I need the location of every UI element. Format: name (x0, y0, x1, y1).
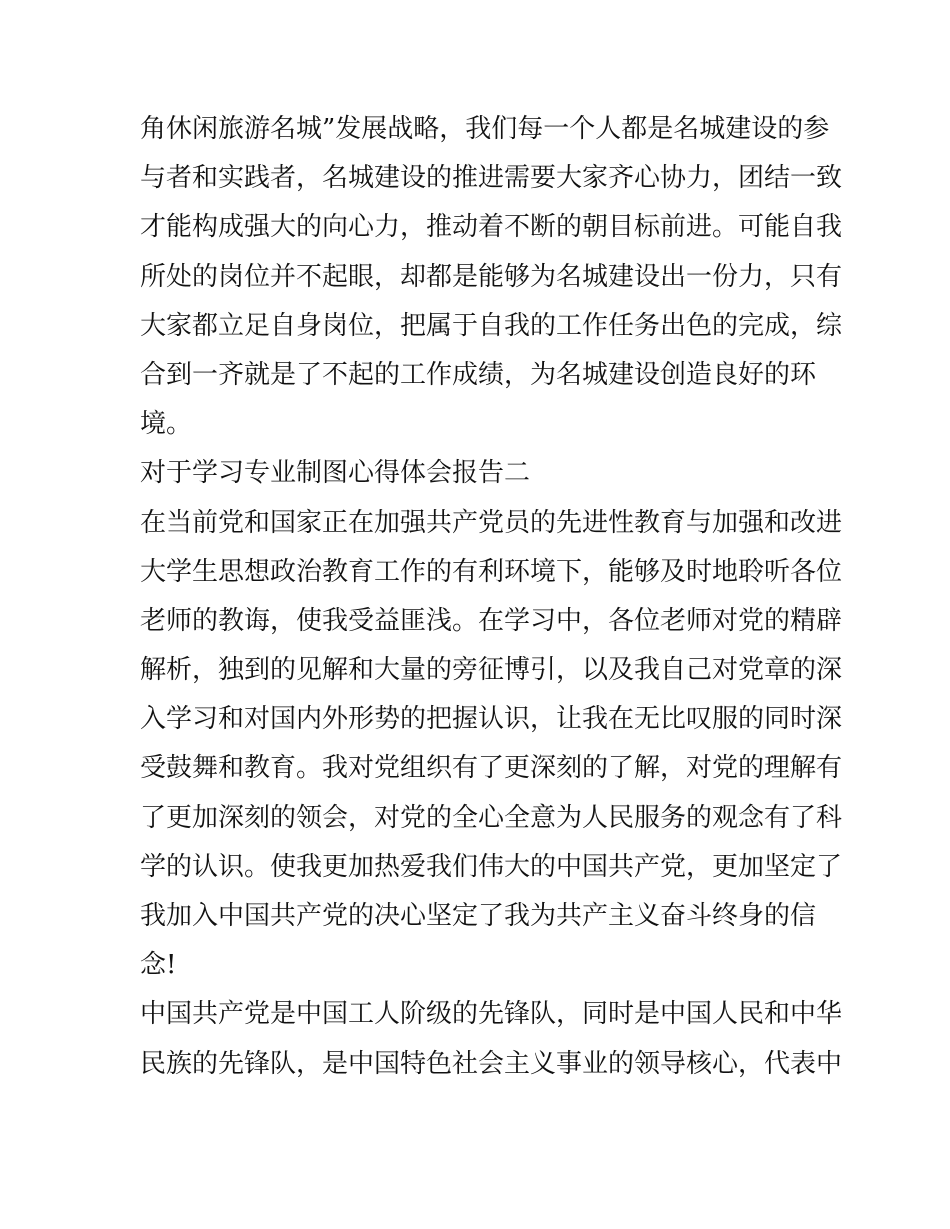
paragraph-line: 老师的教诲，使我受益匪浅。在学习中，各位老师对党的精辟 (140, 605, 843, 636)
paragraph-line: 入学习和对国内外形势的把握认识，让我在无比叹服的同时深 (140, 704, 843, 735)
document-body (140, 105, 843, 1089)
paragraph-line: 我加入中国共产党的决心坚定了我为共产主义奋斗终身的信 (140, 901, 817, 931)
paragraph-line: 念! (140, 950, 177, 981)
paragraph-line: 在当前党和国家正在加强共产党员的先进性教育与加强和改进 (140, 507, 843, 538)
paragraph-line: 合到一齐就是了不起的工作成绩，为名城建设创造良好的环 (140, 359, 817, 390)
paragraph-line: 大学生思想政治教育工作的有利环境下，能够及时地聆听各位 (140, 556, 843, 587)
paragraph-line: 中国共产党是中国工人阶级的先锋队，同时是中国人民和中华 (140, 999, 843, 1030)
section-heading: 对于学习专业制图心得体会报告二 (140, 458, 531, 489)
paragraph-line: 境。 (140, 409, 193, 440)
paragraph-line: 了更加深刻的领会，对党的全心全意为人民服务的观念有了科 (140, 802, 843, 833)
paragraph-line: 受鼓舞和教育。我对党组织有了更深刻的了解，对党的理解有 (140, 753, 843, 784)
paragraph-line: 学的认识。使我更加热爱我们伟大的中国共产党，更加坚定了 (140, 851, 843, 882)
paragraph-line: 所处的岗位并不起眼，却都是能够为名城建设出一份力，只有 (140, 261, 843, 292)
paragraph-line: 民族的先锋队，是中国特色社会主义事业的领导核心，代表中 (140, 1048, 843, 1079)
paragraph-line: 大家都立足自身岗位，把属于自我的工作任务出色的完成，综 (140, 310, 843, 341)
paragraph-line: 角休闲旅游名城”发展战略，我们每一个人都是名城建设的参 (140, 114, 830, 144)
paragraph-line: 与者和实践者，名城建设的推进需要大家齐心协力，团结一致 (140, 163, 843, 194)
paragraph-line: 解析，独到的见解和大量的旁征博引，以及我自己对党章的深 (140, 655, 843, 686)
paragraph-line: 才能构成强大的向心力，推动着不断的朝目标前进。可能自我 (140, 212, 843, 243)
